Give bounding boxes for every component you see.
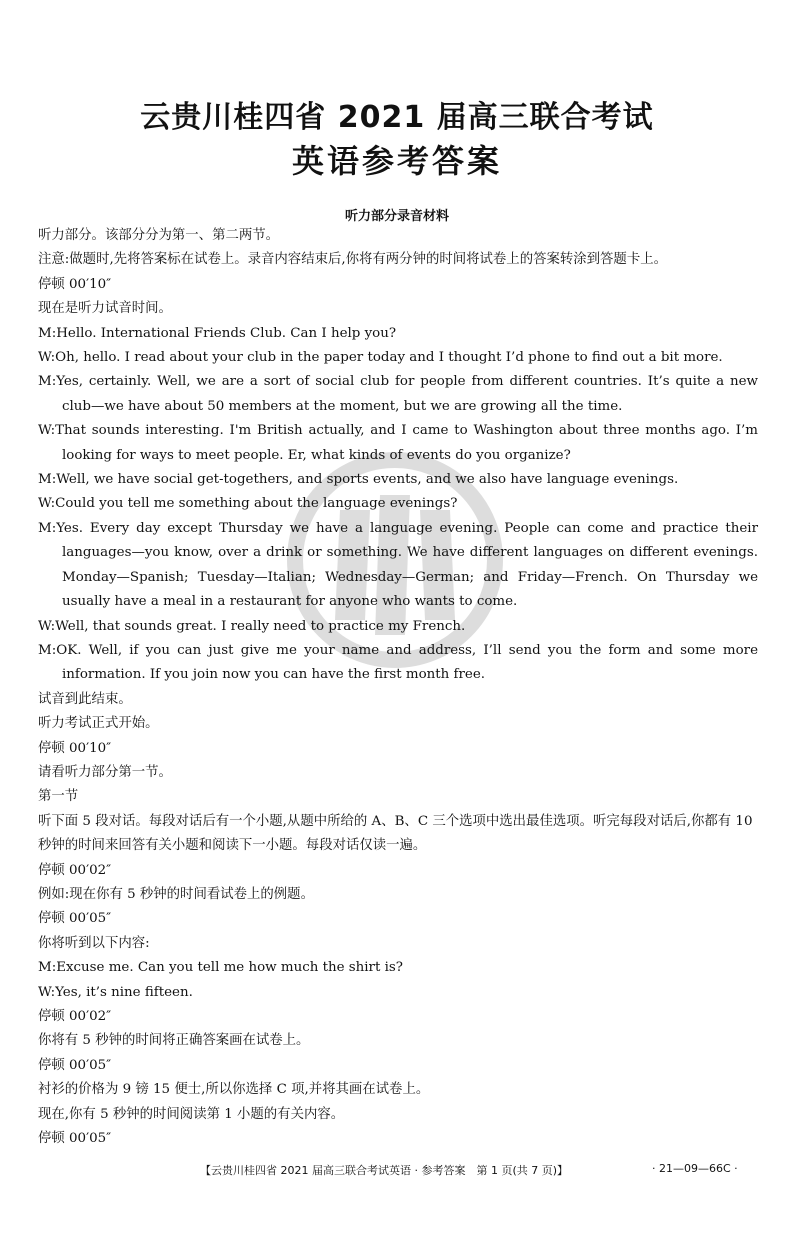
transcript-line: 听力部分。该部分分为第一、第二两节。 xyxy=(38,228,280,243)
dialogue-line: W:That sounds interesting. I'm British actually, and I came to Washington about three months ago. I’m looking for ways to meet people. Er, what kinds of events do you organize? xyxy=(38,423,758,463)
dialogue-line: W:Yes, it’s nine fifteen. xyxy=(38,984,193,1000)
transcript-line: 听下面 5 段对话。每段对话后有一个小题,从题中所给的 A、B、C 三个选项中选出最佳选项。听完每段对话后,你都有 10 秒钟的时间来回答有关小题和阅读下一小题。每段对话仅读一遍。 xyxy=(38,813,753,854)
transcript-line: 注意:做题时,先将答案标在试卷上。录音内容结束后,你将有两分钟的时间将试卷上的答案转涂到答题卡上。 xyxy=(38,252,667,268)
transcript-line: 停顿 00′02″ xyxy=(38,862,112,878)
dialogue-line: M:Excuse me. Can you tell me how much the shirt is? xyxy=(38,960,403,976)
dialogue-line: M:Well, we have social get-togethers, and sports events, and we also have language evenings. xyxy=(38,472,679,488)
dialogue-line: W:Oh, hello. I read about your club in the paper today and I thought I’d phone to find out a bit more. xyxy=(38,350,723,366)
transcript-line: 现在,你有 5 秒钟的时间阅读第 1 小题的有关内容。 xyxy=(38,1106,345,1122)
transcript-line: 停顿 00′10″ xyxy=(38,276,112,292)
transcript-line: 请看听力部分第一节。 xyxy=(38,764,172,780)
transcript-line: 停顿 00′05″ xyxy=(38,1131,112,1147)
transcript-line: 停顿 00′02″ xyxy=(38,1009,112,1024)
dialogue-line: W:Well, that sounds great. I really need to practice my French. xyxy=(38,618,466,634)
transcript-line: 停顿 00′05″ xyxy=(38,1057,112,1073)
document-subtitle: 英语参考答案 xyxy=(291,142,502,180)
transcript-line: 听力考试正式开始。 xyxy=(38,716,159,732)
footer-page-info: 【云贵川桂四省 2021 届高三联合考试英语 · 参考答案 第 1 页(共 7 页)】 xyxy=(200,1164,569,1177)
transcript-line: 例如:现在你有 5 秒钟的时间看试卷上的例题。 xyxy=(38,886,314,902)
dialogue-line: M:Yes. Every day except Thursday we have a language evening. People can come and practice their languages—you know, over a drink or something. We have different languages on different evenings. Monday—Spanish; Tuesday—Italian; Wednesday—German; and Friday—French. On Thursday we usually have a meal in a restaurant for anyone who wants to come. xyxy=(38,520,758,610)
transcript-line: 第一节 xyxy=(38,789,79,805)
dialogue-line: W:Could you tell me something about the language evenings? xyxy=(38,496,458,512)
dialogue-line: M:Hello. International Friends Club. Can I help you? xyxy=(38,325,397,341)
transcript-line: 你将听到以下内容: xyxy=(38,935,150,951)
transcript-line: 你将有 5 秒钟的时间将正确答案画在试卷上。 xyxy=(38,1033,310,1049)
transcript-line: 衬衫的价格为 9 镑 15 便士,所以你选择 C 项,并将其画在试卷上。 xyxy=(38,1082,430,1098)
transcript-line: 试音到此结束。 xyxy=(38,691,132,707)
transcript-line: 停顿 00′10″ xyxy=(38,740,112,756)
footer-code: · 21—09—66C · xyxy=(652,1162,738,1175)
transcript-body xyxy=(38,224,758,1151)
section-heading: 听力部分录音材料 xyxy=(344,209,449,224)
transcript-line: 现在是听力试音时间。 xyxy=(38,301,172,317)
dialogue-line: M:Yes, certainly. Well, we are a sort of social club for people from different countries. It’s quite a new club—we have about 50 members at the moment, but we are growing all the time. xyxy=(38,374,758,414)
transcript-line: 停顿 00′05″ xyxy=(38,911,112,927)
dialogue-line: M:OK. Well, if you can just give me your name and address, I’ll send you the form and some more information. If you join now you can have the first month free. xyxy=(38,642,758,683)
document-title: 云贵川桂四省 2021 届高三联合考试 xyxy=(140,100,654,135)
